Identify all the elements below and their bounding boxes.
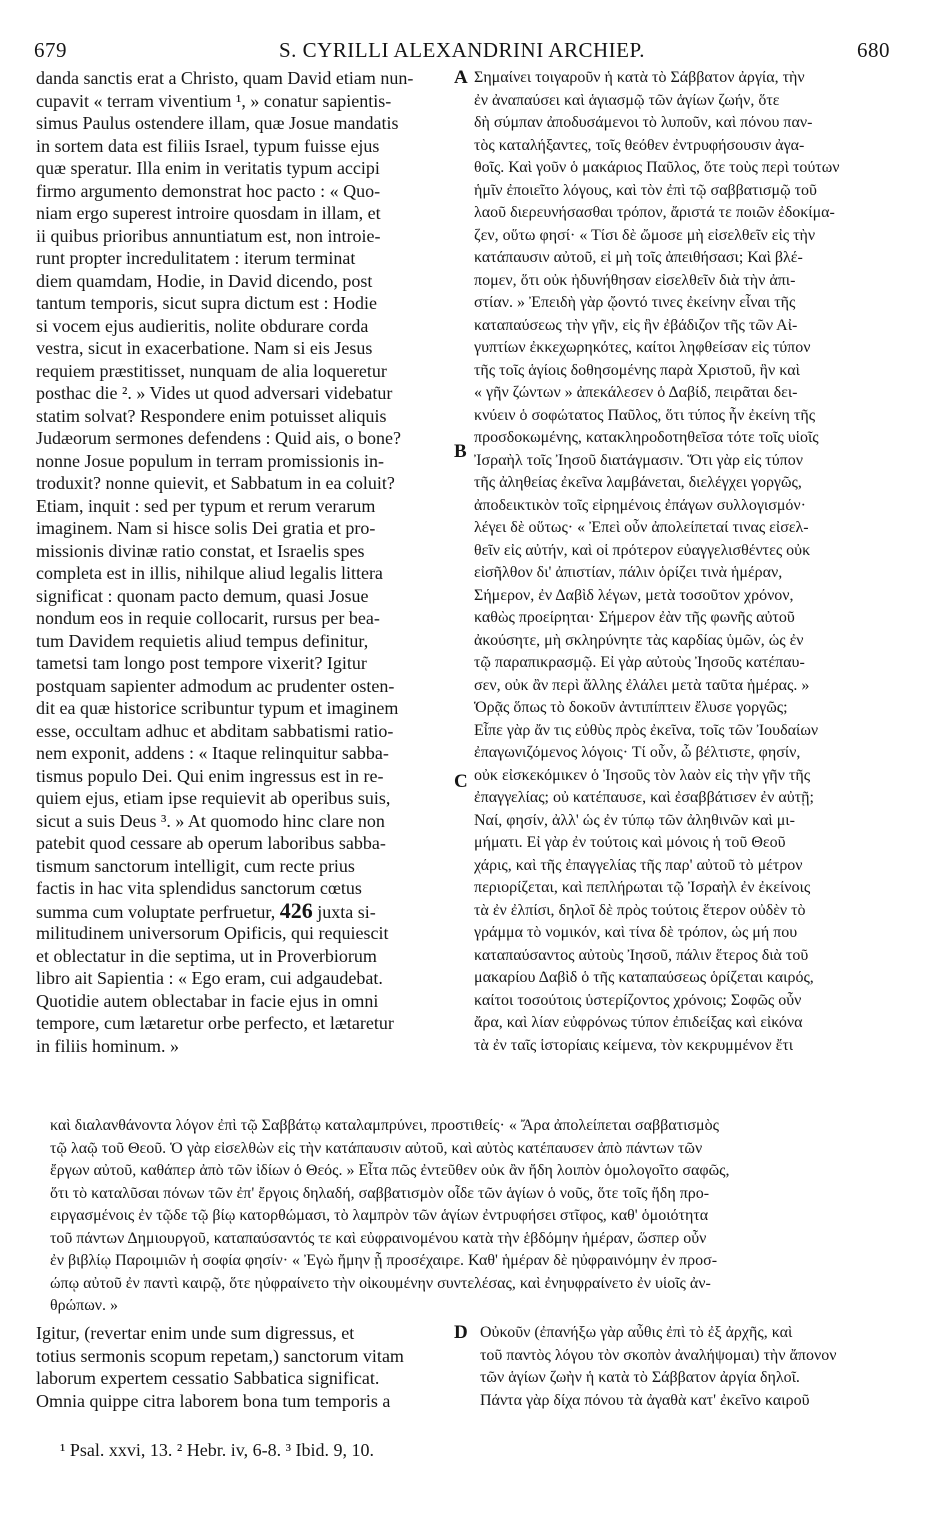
text-line: Πάντα γὰρ δίχα πόνου τὰ ἀγαθὰ κατ' ἐκεῖνο καιροῦ	[480, 1391, 810, 1409]
text-line: patebit quod cessare ab operum laboribus sabba-	[36, 833, 386, 853]
page-number-right: 680	[857, 38, 890, 62]
text-line: summa cum voluptate perfruetur, 426 juxta si-	[36, 899, 376, 922]
text-line: esse, occultam adhuc et abditam sabbatismi ratio-	[36, 720, 394, 741]
text-line: danda sanctis erat a Christo, quam David etiam nun-	[36, 68, 414, 88]
text-line: τοῦ πάντων Δημιουργοῦ, καταπαύσαντός τε καὶ εὐφραινομένου κατὰ τὴν ἑβδόμην ἡμέραν, ὥσπερ οὖν	[50, 1229, 707, 1247]
text-line: in filiis hominum. »	[36, 1035, 180, 1056]
text-line: χάρις, καὶ τῆς ἐπαγγελίας τῆς παρ' αὐτοῦ τὸ μέτρον	[474, 856, 803, 874]
text-line: posthac die ². » Vides ut quod adversari videbatur	[36, 383, 393, 403]
page-header	[34, 38, 890, 68]
text-line: missionis divinæ ratio constat, et Israelis spes	[36, 540, 365, 561]
text-line: λαοῦ διερευνήσασθαι τρόπον, ἄριστά τε ποιῶν ἐδοκίμα-	[474, 204, 835, 221]
text-line: γράμμα τὸ νομικόν, καὶ τίνα δὲ τρόπον, ὡς μή που	[474, 924, 798, 941]
text-line: τῷ λαῷ τοῦ Θεοῦ. Ὁ γὰρ εἰσελθὼν εἰς τὴν κατάπαυσιν αὐτοῦ, καὶ αὐτὸς κατέπαυσεν ἀπὸ πάντων τῶν	[50, 1139, 703, 1157]
text-line: γυπτίων ἐκκεχωρηκότες, καίτοι ληφθείσαν εἰς τύπον	[474, 339, 811, 356]
text-line: μήματι. Εἰ γὰρ ἐν τούτοις καὶ μόνοις ἡ τοῦ Θεοῦ	[474, 834, 786, 851]
text-line: προσδοκωμένης, κατακληροδοτηθεῖσα τότε τοῖς υἱοῖς	[474, 429, 819, 446]
text-line: runt propter incredulitatem : iterum terminat	[36, 248, 356, 268]
text-line: Ναί, φησίν, ἀλλ' ὡς ἐν τύπῳ τῶν ἀληθινῶν καὶ μι-	[474, 811, 795, 829]
text-line: dit ea quæ historice scribuntur typum et imaginem	[36, 698, 399, 718]
text-line: καταπαύσεως τὴν γῆν, εἰς ἣν ἐβάδιζον τῆς τῶν Αἰ-	[474, 316, 798, 334]
text-line: libro ait Sapientia : « Ego eram, cui adgaudebat.	[36, 968, 383, 988]
text-line: καὶ διαλανθάνοντα λόγον ἐπὶ τῷ Σαββάτῳ καταλαμπρύνει, προστιθείς· « Ἄρα ἀπολείπεται σαββατισμὸς	[50, 1117, 719, 1134]
greek-full-width-text	[50, 1115, 895, 1318]
text-line: ἐν ἀναπαύσει καὶ ἁγιασμῷ τῶν ἁγίων ζωήν, ὅτε	[474, 91, 780, 109]
text-line: θρώπων. »	[50, 1297, 119, 1314]
text-line: Ὁρᾷς ὅπως τὸ δοκοῦν ἀντιπίπτειν ἔλυσε γοργῶς;	[474, 699, 788, 716]
text-line: ώπῳ αὐτοῦ ἐν παντὶ καιρῷ, ὅτε ηὐφραίνετο τὴν οἰκουμένην συντελέσας, καὶ ἐνηυφραίνετο ἐν υἱοῖς ἀν-	[50, 1274, 711, 1292]
text-line: troduxit? nonne quievit, et Sabbatum in ea coluit?	[36, 473, 395, 493]
text-line: καθὼς προείρηται· Σήμερον ἐὰν τῆς φωνῆς αὐτοῦ	[474, 609, 795, 626]
section-marker-d: D	[454, 1322, 468, 1343]
latin-column	[36, 67, 466, 1057]
text-line: quæ speratur. Illa enim in veritatis typum accipi	[36, 158, 380, 178]
section-marker-c: C	[454, 771, 468, 792]
text-line: statim solvat? Respondere enim potuisset aliquis	[36, 405, 387, 426]
text-line: καίτοι τοσούτοις ὑστερίζοντος χρόνοις; Σοφῶς οὖν	[474, 991, 802, 1009]
page-reference-number: 426	[279, 899, 313, 922]
text-line: τὰ ἐν ταῖς ἱστορίαις κείμενα, τὸν κεκρυμμένον ἔτι	[474, 1036, 794, 1054]
text-line: οὐκ εἰσκεκόμικεν ὁ Ἰησοῦς τὸν λαὸν εἰς τὴν γῆν τῆς	[474, 766, 811, 784]
text-line: completa est in illis, nihilque aliud legalis littera	[36, 563, 383, 583]
text-line: Etiam, inquit : sed per typum et rerum verarum	[36, 495, 376, 516]
text-line: εἰσῆλθον δι' ἀπιστίαν, πάλιν ὁρίζει τινὰ ἡμέραν,	[474, 564, 783, 581]
text-line: τῶν ἁγίων ζωὴν ἡ κατὰ τὸ Σάββατον ἀργία δηλοῖ.	[480, 1369, 800, 1386]
text-line: Omnia quippe citra laborem bona tum temporis a	[36, 1390, 391, 1411]
text-line: tismus populo Dei. Qui enim ingressus est in re-	[36, 765, 384, 786]
text-line: vestra, sicut in exacerbatione. Nam si eis Jesus	[36, 338, 373, 358]
text-line: Σημαίνει τοιγαροῦν ἡ κατὰ τὸ Σάββατον ἀργία, τὴν	[474, 69, 805, 86]
text-line: Εἶπε γὰρ ἄν τις εὐθὺς πρὸς ἐκεῖνα, τοῖς τῶν Ἰουδαίων	[474, 721, 819, 739]
running-title: S. CYRILLI ALEXANDRINI ARCHIEP.	[278, 38, 646, 62]
text-line: τῆς τοῖς ἁγίοις δοθησομένης παρὰ Χριστοῦ, ἣν καὶ	[474, 361, 800, 379]
text-line: et oblectatur in die septima, ut in Proverbiorum	[36, 945, 377, 966]
text-line: Judæorum sermones defendens : Quid ais, o bone?	[36, 428, 401, 448]
text-line: σεν, οὐκ ἂν περὶ ἄλλης ἐλάλει μετὰ ταῦτα ἡμέρας. »	[474, 676, 810, 694]
text-line: κατάπαυσιν αὐτοῦ, εἰ μὴ τοῖς ἀπειθήσασι; Καὶ βλέ-	[474, 249, 803, 266]
text-line: ἀποδεικτικὸν τοῖς εἰρημένοις ἐπάγων συλλογισμόν·	[474, 496, 806, 514]
text-line: imaginem. Nam si hisce solis Dei gratia et pro-	[36, 518, 376, 538]
text-line: ζεν, οὕτω φησί· « Τίσι δὲ ὤμοσε μὴ εἰσελθεῖν εἰς τὴν	[474, 226, 816, 244]
text-line: κνύειν ὁ σοφώτατος Παῦλος, ὅτι τύπος ἦν ἐκείνη τῆς	[474, 406, 816, 424]
text-line: « γῆν ζώντων » ἀπεκάλεσεν ὁ Δαβίδ, πειρᾶται δει-	[474, 384, 798, 401]
latin-column-lower	[36, 1322, 466, 1412]
text-line: laborum expertem cessatio Sabbatica significat.	[36, 1368, 380, 1388]
text-line: quiem ejus, etiam ipse requievit ab operibus suis,	[36, 788, 391, 808]
text-line: Ἰσραὴλ τοῖς Ἰησοῦ διατάγμασιν. Ὅτι γὰρ εἰς τύπον	[474, 451, 803, 469]
text-line: μακαρίου Δαβὶδ ὁ τῆς καταπαύσεως ὁρίζεται καιρός,	[474, 969, 814, 986]
text-line: ἔργων αὐτοῦ, καθάπερ ἀπὸ τῶν ἰδίων ὁ Θεός. » Εἶτα πῶς ἐντεῦθεν οὐκ ἂν ἤδη λοιπὸν ὁμολογοῖτο σαφῶς,	[50, 1162, 730, 1179]
text-line: firmo argumento demonstrat hoc pacto : « Quo-	[36, 180, 381, 201]
text-line: tum Davidem requietis aliud tempus definitur,	[36, 630, 369, 651]
text-line: diem quamdam, Hodie, in David dicendo, post	[36, 270, 373, 291]
text-line: ἐν βιβλίῳ Παροιμιῶν ἡ σοφία φησίν· « Ἐγὼ ἤμην ᾗ προσέχαιρε. Καθ' ἡμέραν δὲ ηὐφραινόμην ἐν προσ-	[50, 1252, 718, 1269]
text-line: tametsi tam longo post tempore vixerit? Igitur	[36, 653, 367, 673]
text-line: τοῦ παντὸς λόγου τὸν σκοπὸν ἀναλήψομαι) τὴν ἄπονον	[480, 1346, 837, 1364]
text-line: cupavit « terram viventium ¹, » conatur sapientis-	[36, 90, 392, 111]
text-line: θεῖν εἰς αὐτήν, καὶ οἱ πρότερον εὐαγγελισθέντες οὐκ	[474, 541, 811, 559]
text-line: ἄρα, καὶ λίαν εὐφρόνως τύπον ἐπιδείξας καὶ εἰκόνα	[474, 1014, 803, 1031]
text-line: τὰ ἐν ἐλπίσι, δηλοῖ δὲ πρὸς τούτοις ἕτερον οὐδὲν τὸ	[474, 901, 806, 919]
text-line: ἀκούσητε, μὴ σκληρύνητε τὰς καρδίας ὑμῶν, ὡς ἐν	[474, 631, 804, 649]
text-line: simus Paulus ostendere illam, quæ Josue mandatis	[36, 113, 399, 133]
text-line: ειργασμένοις ἐν τῷδε τῷ βίῳ κατορθώμασι, τὸ λαμπρὸν τῶν ἁγίων ἐντρυφήσει στῖφος, καθ' ὁμοιότητα	[50, 1207, 709, 1224]
text-line: requiem præstitisset, nunquam de alia loqueretur	[36, 360, 387, 381]
text-line: στίαν. » Ἐπειδὴ γὰρ ᾤοντό τινες ἐκείνην εἶναι τῆς	[474, 294, 796, 311]
text-line: ii quibus prioribus annuntiatum est, non introie-	[36, 225, 381, 246]
text-line: καταπαύσαντος αὐτοὺς Ἰησοῦ, πάλιν ἕτερος διὰ τοῦ	[474, 946, 809, 964]
text-line: Quotidie autem oblectabar in facie ejus in omni	[36, 990, 379, 1011]
footnotes: ¹ Psal. xxvi, 13. ² Hebr. iv, 6-8. ³ Ibid. 9, 10.	[60, 1440, 375, 1460]
text-line: nem exponit, addens : « Itaque relinquitur sabba-	[36, 743, 389, 763]
section-marker-a: A	[454, 67, 468, 88]
text-line: tismum sanctorum intelligit, cum recte prius	[36, 855, 355, 876]
text-line: tempore, cum lætaretur orbe perfecto, et lætaretur	[36, 1013, 394, 1033]
section-marker-b: B	[454, 441, 467, 462]
text-line: τὸς καταλήξαντες, τοῖς θεόθεν ἐντρυφήσουσιν ἀγα-	[474, 136, 805, 154]
text-line: niam ergo superest introire quosdam in illam, et	[36, 203, 381, 223]
text-line: θοῖς. Καὶ γοῦν ὁ μακάριος Παῦλος, ὅτε τοὺς περὶ τούτων	[474, 159, 840, 176]
text-line: ἐπαγγελίας; οὐ κατέπαυσε, καὶ ἐσαββάτισεν ἐν αὐτῇ;	[474, 789, 814, 806]
text-line: τῷ παραπικρασμῷ. Εἰ γὰρ αὐτοὺς Ἰησοῦς κατέπαυ-	[474, 654, 805, 671]
text-line: in sortem data est filiis Israel, typum fuisse ejus	[36, 135, 380, 156]
text-line: ἐπαγωνιζόμενος λόγοις· Τί οὖν, ὦ βέλτιστε, φησίν,	[474, 744, 801, 761]
text-line: si vocem ejus audieritis, nolite obdurare corda	[36, 315, 369, 336]
text-line: ὅτι τὸ καταλῦσαι πόνων τῶν ἐπ' ἔργοις δηλαδή, σαββατισμὸν οἶδε τῶν ἁγίων ὁ νοῦς, ὅτε τοῖς ἤδη προ-	[50, 1184, 710, 1202]
greek-column	[474, 67, 894, 1057]
text-line: nondum eos in requie collocarit, rursus per bea-	[36, 608, 380, 628]
text-line: περιορίζεται, καὶ πεπλήρωται τῷ Ἰσραὴλ ἐν ἐκείνοις	[474, 879, 811, 896]
text-line: militudinem universorum Opificis, qui requiescit	[36, 923, 389, 943]
text-line: Οὐκοῦν (ἐπανήξω γὰρ αὖθις ἐπὶ τὸ ἐξ ἀρχῆς, καὶ	[480, 1324, 793, 1341]
text-line: sicut a suis Deus ³. » At quomodo hinc clare non	[36, 810, 385, 831]
text-line: nonne Josue populum in terram promissionis in-	[36, 450, 384, 471]
text-line: tantum temporis, sicut supra dictum est : Hodie	[36, 293, 377, 313]
text-line: δὴ σύμπαν ἀποδυσάμενοι τὸ λυποῦν, καὶ πόνου παν-	[474, 114, 813, 131]
greek-column-lower	[480, 1322, 900, 1412]
text-line: totius sermonis scopum repetam,) sanctorum vitam	[36, 1345, 404, 1366]
text-line: πομεν, ὅτι οὐκ ἠδυνήθησαν εἰσελθεῖν διὰ τὴν ἀπι-	[474, 271, 796, 289]
text-line: τῆς ἀληθείας ἐκεῖνα λαμβάνεται, διελέγχει γοργῶς,	[474, 474, 802, 491]
text-line: λέγει δὲ οὕτως· « Ἐπεὶ οὖν ἀπολείπεταί τινας εἰσελ-	[474, 519, 809, 536]
text-line: ἡμῖν ἐποιεῖτο λόγους, καὶ τὸν ἐπὶ τῷ σαββατισμῷ τοῦ	[474, 181, 817, 199]
text-line: Igitur, (revertar enim unde sum digressus, et	[36, 1323, 355, 1343]
page-number-left: 679	[34, 38, 67, 62]
text-line: postquam sapienter admodum ac prudenter osten-	[36, 675, 395, 696]
text-line: significat : quonam pacto demum, quasi Josue	[36, 585, 369, 606]
text-line: factis in hac vita splendidus sanctorum cœtus	[36, 878, 362, 898]
text-line: Σήμερον, ἐν Δαβὶδ λέγων, μετὰ τοσοῦτον χρόνον,	[474, 586, 794, 604]
